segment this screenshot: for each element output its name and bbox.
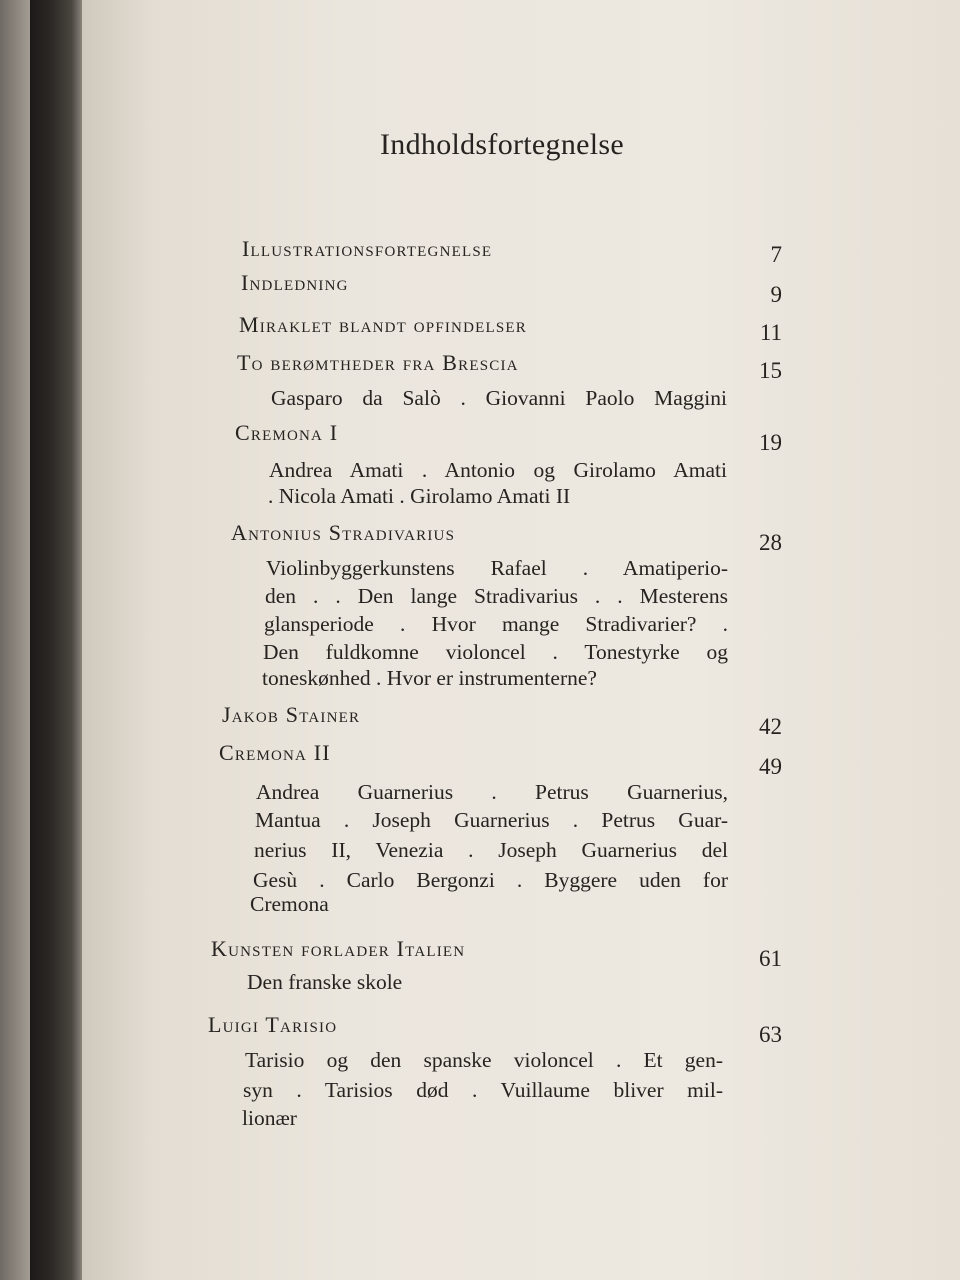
toc-heading: Kunsten forlader Italien bbox=[211, 936, 466, 961]
toc-sub-line: Cremona bbox=[250, 892, 329, 916]
toc-heading: To berømtheder fra Brescia bbox=[237, 350, 519, 375]
toc-sub-line: Den franske skole bbox=[247, 970, 403, 994]
toc-page-number: 9 bbox=[770, 282, 782, 307]
toc-sub-line: Violinbyggerkunstens Rafael . Amatiperio- bbox=[266, 556, 728, 580]
toc-sub-line: Andrea Guarnerius . Petrus Guarnerius, bbox=[256, 780, 728, 804]
toc-sub-line: . Nicola Amati . Girolamo Amati II bbox=[268, 484, 571, 508]
toc-sub-line: lionær bbox=[242, 1106, 297, 1130]
toc-page-number: 63 bbox=[759, 1022, 782, 1047]
toc-sub-line: Tarisio og den spanske violoncel . Et gen- bbox=[245, 1048, 723, 1072]
toc-sub-line: syn . Tarisios død . Vuillaume bliver mil- bbox=[243, 1078, 723, 1102]
toc-sub-line: Andrea Amati . Antonio og Girolamo Amati bbox=[269, 458, 727, 482]
toc-page-number: 11 bbox=[759, 320, 782, 345]
toc-heading: Indledning bbox=[241, 270, 349, 295]
toc-page-number: 15 bbox=[759, 358, 782, 383]
toc-sub-line: Mantua . Joseph Guarnerius . Petrus Guar- bbox=[255, 808, 728, 832]
toc-sub-line: glansperiode . Hvor mange Stradivarier? . bbox=[264, 612, 728, 636]
toc-heading: Luigi Tarisio bbox=[208, 1012, 338, 1037]
toc-page-number: 19 bbox=[759, 430, 782, 455]
toc-page-number: 28 bbox=[759, 530, 782, 555]
toc-heading: Cremona II bbox=[219, 740, 331, 765]
toc-sub-line: toneskønhed . Hvor er instrumenterne? bbox=[262, 666, 597, 690]
toc-sub-line: Gasparo da Salò . Giovanni Paolo Maggini bbox=[271, 386, 727, 410]
toc-page-number: 49 bbox=[759, 754, 782, 779]
page-title: Indholdsfortegnelse bbox=[380, 128, 624, 161]
toc-sub-line: nerius II, Venezia . Joseph Guarnerius del bbox=[254, 838, 728, 862]
toc-sub-line: Gesù . Carlo Bergonzi . Byggere uden for bbox=[253, 868, 728, 892]
toc-heading: Illustrationsfortegnelse bbox=[242, 236, 493, 261]
toc-sub-line: den . . Den lange Stradivarius . . Mesterens bbox=[265, 584, 728, 608]
toc-heading: Miraklet blandt opfindelser bbox=[239, 312, 527, 337]
toc-page-number: 42 bbox=[759, 714, 782, 739]
toc-heading: Jakob Stainer bbox=[222, 702, 361, 727]
toc-heading: Cremona I bbox=[235, 420, 339, 445]
toc-page-number: 61 bbox=[759, 946, 782, 971]
toc-heading: Antonius Stradivarius bbox=[231, 520, 456, 545]
toc-page-number: 7 bbox=[770, 242, 782, 267]
toc-sub-line: Den fuldkomne violoncel . Tonestyrke og bbox=[263, 640, 728, 664]
